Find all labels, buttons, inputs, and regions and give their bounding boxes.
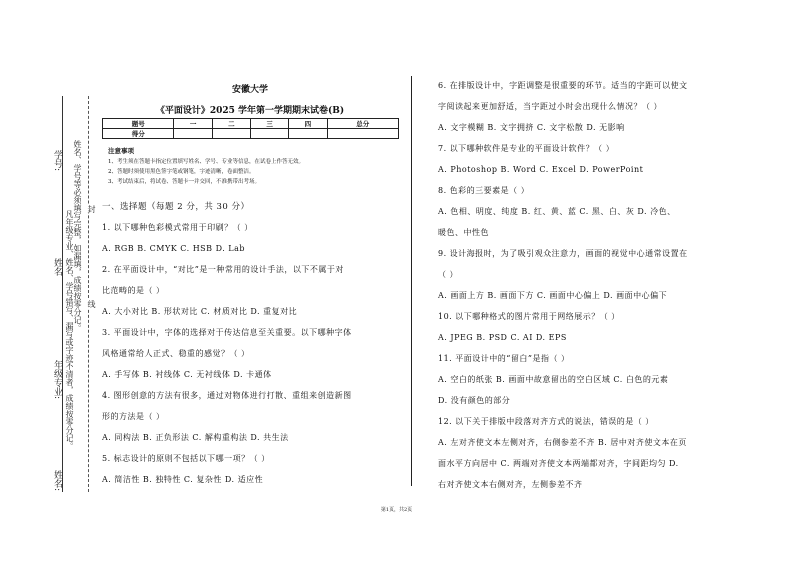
score-input-cell bbox=[250, 129, 288, 139]
table-cell: 三 bbox=[250, 119, 288, 129]
question-line: 面水平方向居中 C. 两端对齐使文本两端都对齐，字间距均匀 D. bbox=[438, 459, 679, 468]
section-title: 一、选择题（每题 2 分，共 30 分） bbox=[102, 202, 250, 212]
page-number: 第1页，共2页 bbox=[380, 507, 413, 513]
question-line: 2. 在平面设计中，“对比”是一种常用的设计手法，以下不属于对 bbox=[102, 265, 344, 274]
notes-item: 2、答题时须使用黑色签字笔或钢笔，字迹清晰，卷面整洁。 bbox=[108, 169, 255, 175]
seal-mark: 封 bbox=[87, 205, 96, 213]
question-line: 8. 色彩的三要素是（ ） bbox=[438, 186, 530, 195]
line-mark: 线 bbox=[87, 300, 96, 308]
notes-title: 注意事项 bbox=[108, 147, 134, 155]
binding-margin bbox=[0, 0, 100, 561]
question-line: 风格通常给人正式、稳重的感觉？（ ） bbox=[102, 349, 250, 358]
question-line: 形的方法是（ ） bbox=[102, 412, 165, 421]
binding-line-outer bbox=[62, 96, 63, 492]
class-label: 年级专业: bbox=[52, 360, 62, 400]
question-line: A. Photoshop B. Word C. Excel D. PowerPoint bbox=[438, 165, 644, 174]
question-line: A. 左对齐使文本左侧对齐，右侧参差不齐 B. 居中对齐使文本在页 bbox=[438, 438, 687, 447]
exam-title: 《平面设计》2025 学年第一学期期末试卷(B) bbox=[155, 106, 345, 116]
instruction-inner: 凡年级专业、姓名、学号错写、漏写或字迹不清者，成绩按零分记。 bbox=[65, 210, 74, 450]
question-line: 暖色、中性色 bbox=[438, 228, 489, 237]
table-cell: 总分 bbox=[327, 119, 399, 129]
question-line: A. 手写体 B. 衬线体 C. 无衬线体 D. 卡通体 bbox=[102, 370, 272, 379]
table-cell: 得分 bbox=[103, 129, 174, 139]
score-input-cell bbox=[289, 129, 327, 139]
question-line: 比范畴的是（ ） bbox=[102, 286, 165, 295]
notes-item: 3、考试结束后，将试卷、答题卡一并交回，不准携带出考场。 bbox=[108, 179, 261, 185]
question-line: （ ） bbox=[438, 270, 459, 279]
name-label: 姓名 bbox=[52, 258, 62, 276]
question-line: 12. 以下关于排版中段落对齐方式的说法，错误的是（ ） bbox=[438, 417, 654, 426]
question-line: 3. 平面设计中，字体的选择对于传达信息至关重要。以下哪种字体 bbox=[102, 328, 352, 337]
university-name: 安徽大学 bbox=[231, 85, 268, 95]
question-line: A. 色相、明度、纯度 B. 红、黄、蓝 C. 黑、白、灰 D. 冷色、 bbox=[438, 207, 676, 216]
table-cell: 一 bbox=[174, 119, 212, 129]
question-line: 11. 平面设计中的“留白”是指（ ） bbox=[438, 354, 570, 363]
question-line: D. 没有颜色的部分 bbox=[438, 396, 511, 405]
question-line: 7. 以下哪种软件是专业的平面设计软件？（ ） bbox=[438, 144, 615, 153]
question-line: A. 同构法 B. 正负形法 C. 解构重构法 D. 共生法 bbox=[102, 433, 289, 442]
question-line: 9. 设计海报时，为了吸引观众注意力，画面的视觉中心通常设置在 bbox=[438, 249, 688, 258]
instruction-outer: 姓名、学号等必须填写完整，如漏填，成绩按零分记。 bbox=[73, 140, 82, 332]
question-line: 4. 图形创意的方法有很多，通过对物体进行打散、重组来创造新图 bbox=[102, 391, 352, 400]
question-line: A. RGB B. CMYK C. HSB D. Lab bbox=[102, 244, 245, 253]
table-cell: 题号 bbox=[103, 119, 174, 129]
score-input-cell bbox=[174, 129, 212, 139]
question-line: 字阅读起来更加舒适，当字距过小时会出现什么情况？（ ） bbox=[438, 102, 663, 111]
question-line: 右对齐使文本右侧对齐，左侧参差不齐 bbox=[438, 480, 583, 489]
table-cell: 二 bbox=[212, 119, 250, 129]
binding-line-inner bbox=[88, 96, 89, 492]
question-line: 5. 标志设计的原则不包括以下哪一项？（ ） bbox=[102, 454, 270, 463]
question-line: A. 画面上方 B. 画面下方 C. 画面中心偏上 D. 画面中心偏下 bbox=[438, 291, 668, 300]
score-input-cell bbox=[327, 129, 399, 139]
table-cell: 四 bbox=[289, 119, 327, 129]
column-divider bbox=[411, 76, 412, 486]
question-line: A. 大小对比 B. 形状对比 C. 材质对比 D. 重复对比 bbox=[102, 307, 298, 316]
score-table-score-row bbox=[103, 129, 399, 139]
school-label: 姓名: bbox=[52, 470, 62, 492]
score-table bbox=[102, 118, 399, 139]
question-line: 1. 以下哪种色彩模式常用于印刷？（ ） bbox=[102, 223, 253, 232]
question-line: A. 文字模糊 B. 文字拥挤 C. 文字松散 D. 无影响 bbox=[438, 123, 625, 132]
question-line: A. 空白的纸张 B. 画面中故意留出的空白区域 C. 白色的元素 bbox=[438, 375, 669, 384]
score-table-header-row bbox=[103, 119, 399, 129]
notes-item: 1、考生须在答题卡指定位置填写姓名、学号、专业等信息，在试卷上作答无效。 bbox=[108, 159, 305, 165]
student-id-label: 学号: bbox=[52, 150, 62, 172]
score-input-cell bbox=[212, 129, 250, 139]
question-line: A. JPEG B. PSD C. AI D. EPS bbox=[438, 333, 567, 342]
question-line: 10. 以下哪种格式的图片常用于网络展示？（ ） bbox=[438, 312, 620, 321]
question-line: A. 简洁性 B. 独特性 C. 复杂性 D. 适应性 bbox=[102, 475, 264, 484]
exam-notes bbox=[108, 146, 408, 187]
question-line: 6. 在排版设计中，字距调整是很重要的环节。适当的字距可以使文 bbox=[438, 81, 688, 90]
